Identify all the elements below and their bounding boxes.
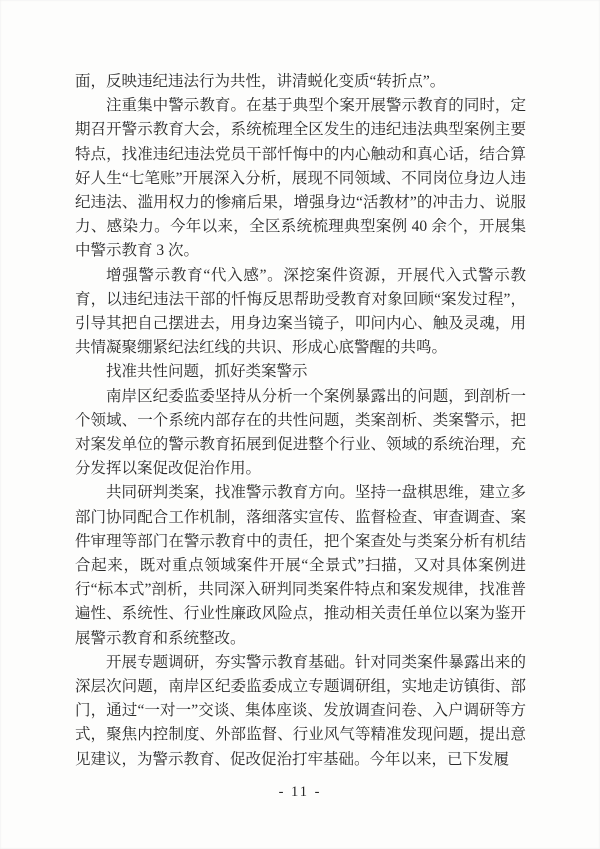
paragraph: 增强警示教育“代入感”。深挖案件资源，开展代入式警示教育，以违纪违法干部的忏悔反思帮助受教育对象回顾“案发过程”，引导其把自己摆进去，用身边案当镜子，叩问内心、触及灵魂，用共情凝聚绷紧纪法红线的共识、形成心底警醒的共鸣。 <box>75 266 526 357</box>
paragraph: 注重集中警示教育。在基于典型个案开展警示教育的同时，定期召开警示教育大会，系统梳理全区发生的违纪违法典型案例主要特点，找准违纪违法党员干部忏悔中的内心触动和真心话，结合算好人生“七笔账”开展深入分析，展现不同领域、不同岗位身边人违纪违法、滥用权力的惨痛后果，增强身边“活教材”的冲击力、说服力、感染力。今年以来，全区系统梳理典型案例 40 余个，开展集中警示教育 3 次。 <box>75 97 526 260</box>
page-footer <box>0 783 600 801</box>
page-number: - 11 - <box>278 784 322 800</box>
section-subheading: 找准共性问题，抓好类案警示 <box>106 363 308 381</box>
paragraph: 共同研判类案，找准警示教育方向。坚持一盘棋思维，建立多部门协同配合工作机制，落细落实宣传、监督检查、审查调查、案件审理等部门在警示教育中的责任，把个案查处与类案分析有机结合起来，既对重点领域案件开展“全景式”扫描，又对具体案例进行“标本式”剖析，共同深入研判同类案件特点和案发规律，找准普遍性、系统性、行业性廉政风险点，推动相关责任单位以案为鉴开展警示教育和系统整改。 <box>75 484 526 647</box>
paragraph: 开展专题调研，夯实警示教育基础。针对同类案件暴露出来的深层次问题，南岸区纪委监委成立专题调研组，实地走访镇街、部门，通过“一对一”交谈、集体座谈、发放调查问卷、入户调研等方式，聚焦内控制度、外部监督、行业风气等精准发现问题，提出意见建议，为警示教育、促改促治打牢基础。今年以来，已下发履 <box>75 653 526 768</box>
document-body <box>75 70 526 772</box>
paragraph: 面，反映违纪违法行为共性，讲清蜕化变质“转折点”。 <box>75 73 446 90</box>
paragraph: 南岸区纪委监委坚持从分析一个案例暴露出的问题，到剖析一个领域、一个系统内部存在的共性问题，类案剖析、类案警示，把对案发单位的警示教育拓展到促进整个行业、领域的系统治理，充分发挥以案促改促治作用。 <box>75 387 526 478</box>
